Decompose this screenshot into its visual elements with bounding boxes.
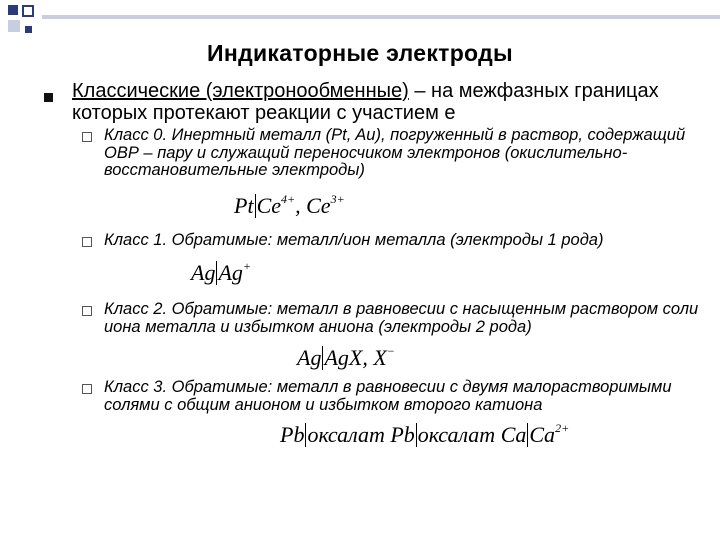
formula-class-1: Ag Ag+: [191, 259, 252, 285]
checkbox-icon: [82, 237, 92, 247]
checkbox-icon: [82, 306, 92, 316]
checkbox-icon: [82, 384, 92, 394]
formula-class-2: Ag AgX, X−: [297, 344, 395, 370]
class-1-text: Класс 1. Обратимые: металл/ион металла (электроды 1 рода): [104, 231, 604, 249]
formula-class-3: Pb оксалат Pb оксалат Ca $Ca^{2+}$: [280, 421, 570, 447]
checkbox-icon: [82, 132, 92, 142]
corner-square-dark: [8, 5, 18, 15]
main-bullet-text: [72, 80, 702, 124]
corner-square-light: [8, 20, 20, 32]
slide-title: Индикаторные электроды: [207, 40, 513, 66]
corner-square-dark-small: [25, 26, 32, 33]
corner-square-outline: [22, 5, 34, 17]
top-rule: [42, 15, 720, 19]
bullet-square-icon: [44, 93, 53, 102]
main-bullet-rest: – на межфазных границах которых протекают реакции с участием е: [72, 80, 659, 124]
class-0-text: Класс 0. Инертный металл (Pt, Au), погруженный в раствор, содержащий ОВР – пару и служащий переносчиком электронов (окислительно-восстановительные электроды): [104, 126, 686, 179]
formula-class-0: Pt $Ce^{4+}$, $Ce^{3+}$: [234, 192, 345, 218]
main-bullet-underlined: Классические (электронообменные): [72, 80, 409, 102]
class-2-text: Класс 2. Обратимые: металл в равновесии с насыщенным раствором соли иона металла и избытком аниона (электроды 2 рода): [104, 300, 699, 336]
class-3-text: Класс 3. Обратимые: металл в равновесии с двумя малорастворимыми солями с общим анионом и избытком второго катиона: [104, 378, 672, 414]
